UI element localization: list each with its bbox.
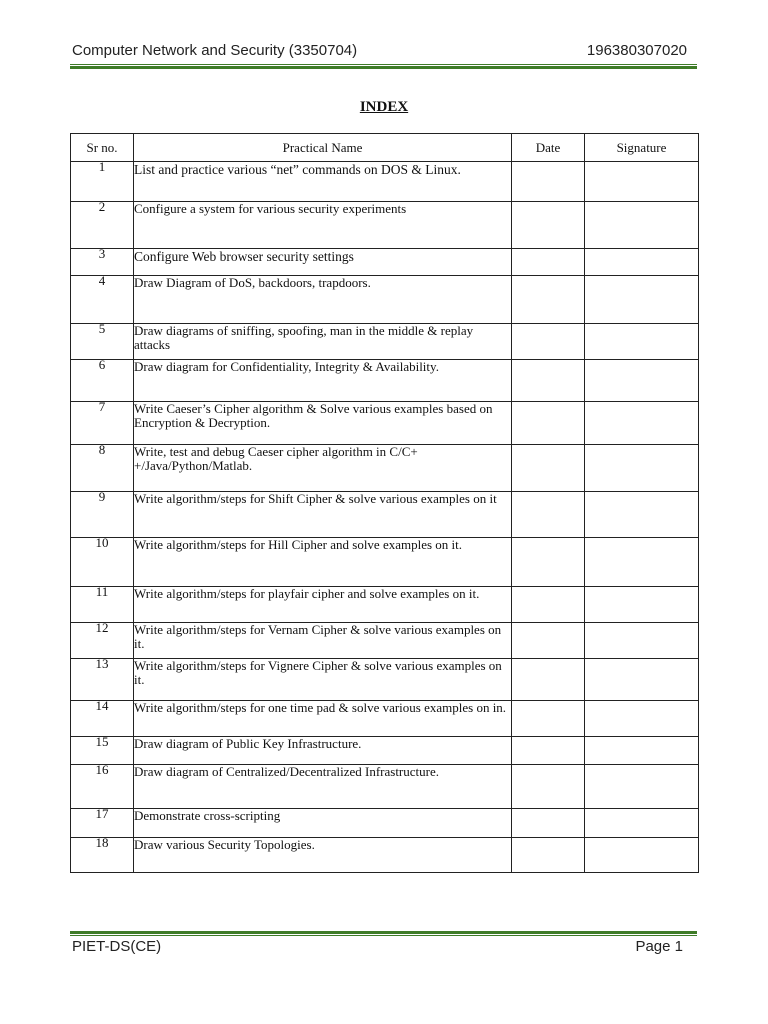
table-row [71, 809, 699, 838]
table-row [71, 360, 699, 402]
sr-number-cell [71, 159, 134, 202]
practical-name-cell: Draw diagrams of sniffing, spoofing, man in the middle & replay attacks [134, 324, 512, 360]
sr-number-cell [71, 656, 134, 701]
header-rule-thick [70, 66, 697, 69]
page-title: INDEX [359, 99, 409, 115]
sr-number: 12 [95, 620, 109, 635]
header-subject: Computer Network and Security (3350704) [72, 42, 358, 59]
signature-cell [585, 202, 699, 249]
table-row [71, 701, 699, 737]
practical-name-cell: Write algorithm/steps for Vernam Cipher & solve various examples on it. [134, 623, 512, 659]
column-header-sr-no: Sr no. [71, 134, 134, 162]
date-cell [512, 701, 585, 737]
signature-cell [585, 324, 699, 360]
header-rule-thin [70, 64, 697, 65]
practical-name-cell: Write algorithm/steps for Vignere Cipher & solve various examples on it. [134, 659, 512, 701]
sr-number-cell [71, 489, 134, 538]
sr-number: 3 [98, 246, 106, 261]
signature-cell [585, 587, 699, 623]
sr-number: 18 [95, 835, 109, 850]
table-row [71, 737, 699, 765]
column-header-signature: Signature [585, 134, 699, 162]
sr-number: 2 [98, 199, 106, 214]
date-cell [512, 162, 585, 202]
practical-name-cell: Draw diagram of Centralized/Decentralized Infrastructure. [134, 765, 512, 809]
practical-name-cell: Write algorithm/steps for playfair cipher and solve examples on it. [134, 587, 512, 623]
sr-number: 5 [98, 321, 106, 336]
table-row [71, 162, 699, 202]
sr-number: 15 [95, 734, 109, 749]
practical-name-cell: Write algorithm/steps for one time pad & solve various examples on in. [134, 701, 512, 737]
practical-name-cell: Write Caeser’s Cipher algorithm & Solve various examples based on Encryption & Decryption. [134, 402, 512, 445]
practical-name-cell: Draw diagram for Confidentiality, Integrity & Availability. [134, 360, 512, 402]
date-cell [512, 445, 585, 492]
date-cell [512, 623, 585, 659]
date-cell [512, 202, 585, 249]
table-row [71, 623, 699, 659]
practical-name-cell: Draw diagram of Public Key Infrastructure. [134, 737, 512, 765]
sr-number: 11 [95, 584, 109, 599]
sr-number-cell [71, 357, 134, 402]
sr-number: 8 [98, 442, 106, 457]
sr-number: 9 [98, 489, 106, 504]
signature-cell [585, 809, 699, 838]
footer-rule-thick [70, 931, 697, 934]
date-cell [512, 809, 585, 838]
practical-name-cell: Write algorithm/steps for Shift Cipher & solve various examples on it [134, 492, 512, 538]
practical-name-cell: Configure a system for various security experiments [134, 202, 512, 249]
date-cell [512, 402, 585, 445]
sr-number-cell [71, 835, 134, 873]
sr-number-cell [71, 246, 134, 276]
table-row [71, 249, 699, 276]
sr-number-cell [71, 698, 134, 737]
signature-cell [585, 765, 699, 809]
signature-cell [585, 838, 699, 873]
sr-number-cell [71, 806, 134, 838]
date-cell [512, 737, 585, 765]
sr-number-cell [71, 273, 134, 324]
sr-number: 6 [98, 357, 106, 372]
sr-number: 7 [98, 399, 106, 414]
practical-name-cell: Write algorithm/steps for Hill Cipher and solve examples on it. [134, 538, 512, 587]
date-cell [512, 360, 585, 402]
sr-number: 4 [98, 273, 106, 288]
table-row [71, 276, 699, 324]
sr-number-cell [71, 762, 134, 809]
table-row [71, 324, 699, 360]
sr-number-cell [71, 399, 134, 445]
sr-number-cell [71, 321, 134, 360]
footer-page-number: Page 1 [635, 938, 683, 955]
date-cell [512, 538, 585, 587]
signature-cell [585, 492, 699, 538]
date-cell [512, 324, 585, 360]
header-enrollment-number: 196380307020 [586, 42, 687, 59]
signature-cell [585, 659, 699, 701]
signature-cell [585, 360, 699, 402]
date-cell [512, 492, 585, 538]
table-row [71, 587, 699, 623]
date-cell [512, 587, 585, 623]
signature-cell [585, 623, 699, 659]
index-table [70, 133, 699, 873]
footer-institute: PIET-DS(CE) [72, 938, 162, 955]
date-cell [512, 765, 585, 809]
footer-rule-thin [70, 935, 697, 936]
date-cell [512, 659, 585, 701]
sr-number-cell [71, 442, 134, 492]
sr-number-cell [71, 199, 134, 249]
table-row [71, 659, 699, 701]
sr-number-cell [71, 584, 134, 623]
signature-cell [585, 276, 699, 324]
practical-name-cell: Draw various Security Topologies. [134, 838, 512, 873]
table-row [71, 538, 699, 587]
sr-number: 10 [95, 535, 109, 550]
practical-name-cell: Draw Diagram of DoS, backdoors, trapdoors. [134, 276, 512, 324]
column-header-date: Date [512, 134, 585, 162]
sr-number: 14 [95, 698, 109, 713]
table-row [71, 402, 699, 445]
table-row [71, 445, 699, 492]
table-header-row [71, 134, 699, 162]
sr-number-cell [71, 620, 134, 659]
signature-cell [585, 701, 699, 737]
sr-number: 16 [95, 762, 109, 777]
table-row [71, 838, 699, 873]
signature-cell [585, 402, 699, 445]
column-header-practical-name: Practical Name [134, 134, 512, 162]
signature-cell [585, 737, 699, 765]
table-row [71, 492, 699, 538]
practical-name-cell: Write, test and debug Caeser cipher algorithm in C/C+ +/Java/Python/Matlab. [134, 445, 512, 492]
table-row [71, 202, 699, 249]
sr-number-cell [71, 734, 134, 765]
date-cell [512, 249, 585, 276]
sr-number-cell [71, 535, 134, 587]
sr-number: 1 [98, 159, 106, 174]
date-cell [512, 838, 585, 873]
table-row [71, 765, 699, 809]
signature-cell [585, 538, 699, 587]
signature-cell [585, 249, 699, 276]
signature-cell [585, 445, 699, 492]
date-cell [512, 276, 585, 324]
practical-name-cell: Configure Web browser security settings [134, 249, 512, 276]
signature-cell [585, 162, 699, 202]
sr-number: 17 [95, 806, 109, 821]
practical-name-cell: List and practice various “net” commands on DOS & Linux. [134, 162, 512, 202]
practical-name-cell: Demonstrate cross-scripting [134, 809, 512, 838]
sr-number: 13 [95, 656, 109, 671]
